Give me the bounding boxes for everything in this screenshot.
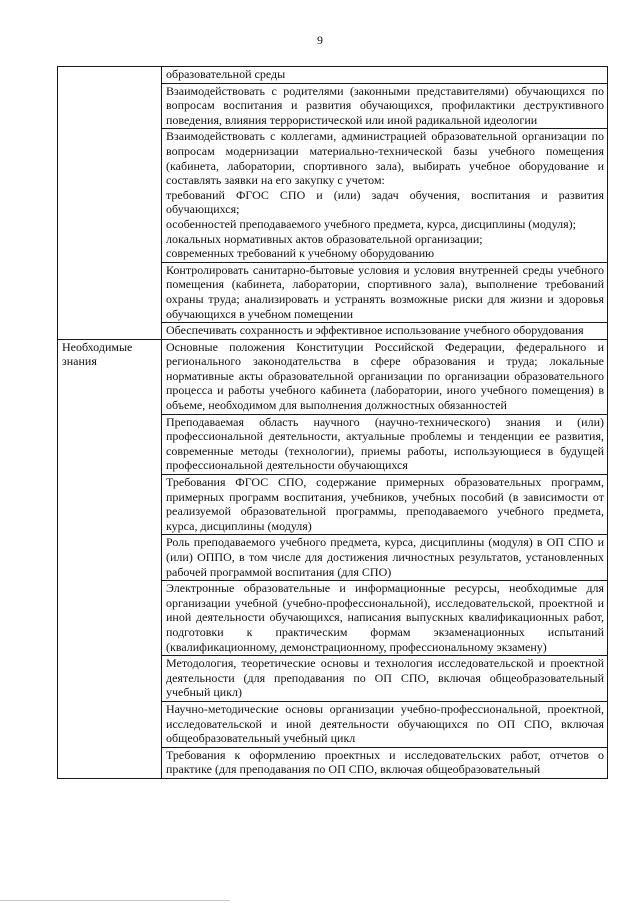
table-row: [58, 67, 608, 84]
row-text-cell: [162, 581, 608, 656]
row-label-cell: Необходимые знания: [58, 339, 162, 778]
cell-paragraph: Требования к оформлению проектных и исследовательских работ, отчетов о практике (для преподавания по ОП СПО, включая общеобразовательный: [166, 747, 604, 777]
cell-paragraph: Обеспечивать сохранность и эффективное использование учебного оборудования: [166, 323, 584, 338]
cell-paragraph: особенностей преподаваемого учебного предмета, курса, дисциплины (модуля);: [166, 216, 576, 231]
page-number: 9: [317, 33, 323, 47]
cell-paragraph: Методология, теоретические основы и технология исследовательской и проектной деятельности (для преподавания по ОП СПО, включая общеобразовательный учебный цикл): [166, 656, 604, 700]
cell-paragraph: образовательной среды: [166, 67, 286, 81]
cell-paragraph: Взаимодействовать с родителями (законными представителями) обучающихся по вопросам воспитания и развития обучающихся, профилактики деструктивного поведения, влияния террористической или иной радикальной идеологии: [166, 83, 604, 127]
row-text-cell: [162, 656, 608, 702]
cell-paragraph: Научно-методические основы организации учебно-профессиональной, проектной, исследовательской и иной деятельности обучающихся по ОП СПО, включая общеобразовательный учебный цикл: [166, 701, 604, 746]
row-text-cell: [162, 83, 608, 129]
cell-paragraph: Основные положения Конституции Российской Федерации, федерального и регионального законодательства в сфере образования и труда; локальные нормативные акты образовательной организации по организации образовательного процесса и работы учебного кабинета (лаборатории, иного учебного помещения) в объеме, необходимом для выполнения должностных обязанностей: [166, 339, 604, 413]
row-text-cell: [162, 535, 608, 581]
cell-paragraph: Контролировать санитарно-бытовые условия и условия внутренней среды учебного помещения (кабинета, лаборатории, спортивного зала), выполнение требований охраны труда; анализировать и устранять возможные риски для жизни и здоровья обучающихся в учебном помещении: [166, 262, 604, 321]
row-text-cell: [162, 475, 608, 535]
cell-paragraph: Преподаваемая область научного (научно-технического) знания и (или) профессиональной деятельности, актуальные проблемы и тенденции ее развития, современные методы (технологии), приемы работы, использующиеся в будущей профессиональной деятельности обучающихся: [166, 414, 604, 473]
row-text-cell: [162, 339, 608, 414]
cell-paragraph: локальных нормативных актов образовательной организации;: [166, 231, 483, 246]
competency-table-body: [58, 67, 608, 779]
row-text-cell: [162, 323, 608, 340]
row-text-cell: [162, 747, 608, 778]
cell-paragraph: Требования ФГОС СПО, содержание примерных образовательных программ, примерных программ воспитания, учебников, учебных пособий (в зависимости от реализуемой образовательной программы, преподаваемого учебного предмета, курса, дисциплины (модуля): [166, 475, 604, 533]
cell-paragraph: современных требований к учебному оборудованию: [166, 246, 435, 261]
row-text-cell: [162, 414, 608, 474]
row-text-cell: [162, 67, 608, 84]
cell-paragraph: Взаимодействовать с коллегами, администрацией образовательной организации по вопросам модернизации материально-технической базы учебного помещения (кабинета, лаборатории, спортивного зала), выбирать учебное оборудование и составлять заявки на его закупку с учетом:: [166, 129, 604, 188]
table-row: [58, 339, 608, 414]
scan-edge-line: [0, 900, 230, 901]
cell-paragraph: Роль преподаваемого учебного предмета, курса, дисциплины (модуля) в ОП СПО и (или) ОППО, в том числе для достижения личностных результатов, установленных рабочей программой воспитания (для СПО): [166, 535, 604, 579]
row-label-cell: [58, 67, 162, 340]
cell-paragraph: требований ФГОС СПО и (или) задач обучения, воспитания и развития обучающихся;: [166, 187, 604, 217]
row-text-cell: [162, 701, 608, 747]
row-text-cell: [162, 262, 608, 322]
cell-paragraph: Электронные образовательные и информационные ресурсы, необходимые для организации учебной (учебно-профессиональной), исследовательской, проектной и иной деятельности обучающихся, написания выпускных квалификационных работ, подготовки к практическим формам экзаменационных испытаний (квалификационному, демонстрационному, профессиональному экзамену): [166, 581, 604, 654]
competency-table: [57, 66, 608, 779]
row-text-cell: [162, 129, 608, 262]
